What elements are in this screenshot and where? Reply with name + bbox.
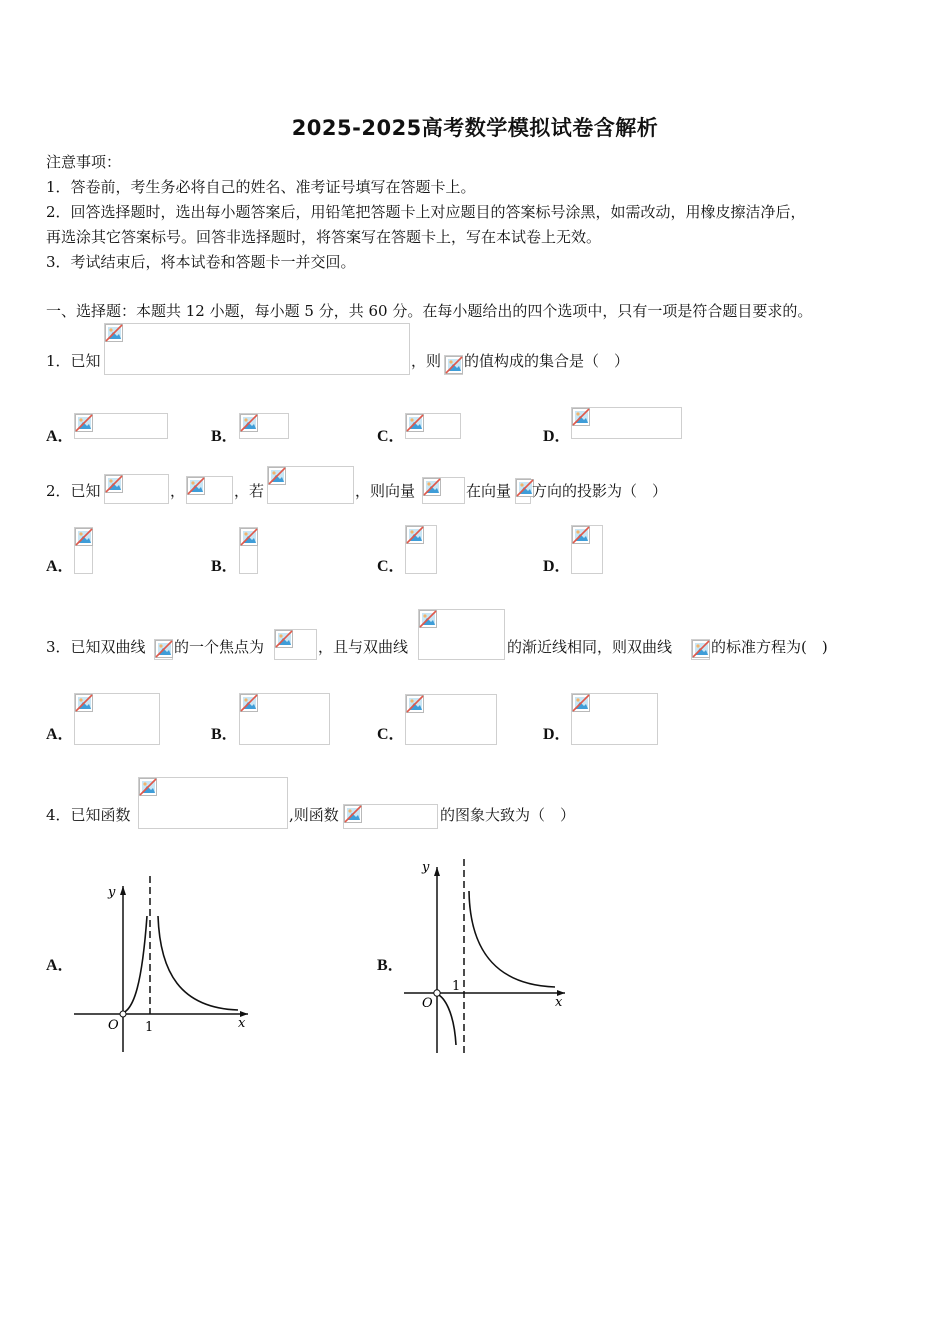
q3-option-d-label: D． bbox=[543, 726, 571, 743]
broken-image-icon bbox=[406, 526, 424, 544]
q1-text-mid: ，则 bbox=[411, 352, 442, 370]
q2-text-comma: ， bbox=[170, 482, 186, 500]
tick-label-1: 1 bbox=[145, 1020, 154, 1035]
q2-vector-image-1 bbox=[422, 477, 465, 504]
broken-image-icon bbox=[275, 630, 293, 648]
q4-option-b-graph bbox=[400, 855, 575, 1055]
q2-text-if: ，若 bbox=[234, 482, 265, 500]
q3-text-focus: 的一个焦点为 bbox=[174, 638, 265, 656]
origin-point bbox=[120, 1011, 126, 1017]
q1-option-a-label: A． bbox=[46, 428, 74, 445]
q3-option-b-label: B． bbox=[211, 726, 238, 743]
broken-image-icon bbox=[406, 414, 424, 432]
broken-image-icon bbox=[105, 324, 123, 342]
x-axis-label: x bbox=[555, 995, 563, 1010]
q3-text-same: ，且与双曲线 bbox=[318, 638, 409, 656]
q4-text-end: 的图象大致为（ ） bbox=[440, 806, 576, 824]
y-axis-arrow bbox=[434, 867, 440, 876]
q4-option-a-label: A． bbox=[46, 957, 74, 974]
broken-image-icon bbox=[406, 695, 424, 713]
q2-option-b-image bbox=[239, 527, 258, 574]
broken-image-icon bbox=[572, 694, 590, 712]
q2-vector-image-2 bbox=[515, 478, 531, 504]
q2-option-d-label: D． bbox=[543, 558, 571, 575]
q2-vector-b-image bbox=[186, 476, 233, 504]
q4-option-a-graph bbox=[70, 872, 255, 1057]
page-title: 2025-2025高考数学模拟试卷含解析 bbox=[291, 116, 659, 140]
q3-hyperbola-c-image bbox=[154, 639, 173, 660]
broken-image-icon bbox=[344, 805, 362, 823]
q4-text-start: 4．已知函数 bbox=[46, 806, 131, 824]
q2-condition-image bbox=[267, 466, 354, 504]
q1-option-a-image bbox=[74, 413, 168, 439]
origin-point bbox=[434, 990, 440, 996]
q4-text-mid: ,则函数 bbox=[289, 806, 339, 824]
q3-focus-image bbox=[274, 629, 317, 660]
q3-text-end: 的标准方程为( ) bbox=[711, 638, 828, 656]
q3-option-b-image bbox=[239, 693, 330, 745]
q2-option-a-label: A． bbox=[46, 558, 74, 575]
q2-text-on-vector: 在向量 bbox=[466, 482, 512, 500]
q2-vector-a-image bbox=[104, 474, 169, 504]
q3-option-c-image bbox=[405, 694, 497, 745]
q2-option-c-image bbox=[405, 525, 437, 574]
q3-text-asymptote: 的渐近线相同，则双曲线 bbox=[507, 638, 673, 656]
notice-item-1: 1．答卷前，考生务必将自己的姓名、准考证号填写在答题卡上。 bbox=[46, 178, 476, 196]
right-branch-curve bbox=[158, 916, 238, 1010]
notice-heading: 注意事项： bbox=[46, 153, 122, 171]
q1-text-start: 1．已知 bbox=[46, 352, 101, 370]
section-heading: 一、选择题：本题共 12 小题，每小题 5 分，共 60 分。在每小题给出的四个选项中，只有一项是符合题目要求的。 bbox=[46, 302, 813, 320]
broken-image-icon bbox=[268, 467, 286, 485]
q2-text-end: 方向的投影为（ ） bbox=[532, 482, 668, 500]
broken-image-icon bbox=[139, 778, 157, 796]
broken-image-icon bbox=[240, 694, 258, 712]
broken-image-icon bbox=[187, 477, 205, 495]
y-axis-label: y bbox=[108, 885, 116, 900]
q3-text-start: 3．已知双曲线 bbox=[46, 638, 146, 656]
q3-option-a-image bbox=[74, 693, 160, 745]
q1-option-b-label: B． bbox=[211, 428, 238, 445]
broken-image-icon bbox=[75, 414, 93, 432]
q2-option-a-image bbox=[74, 527, 93, 574]
q3-hyperbola-image bbox=[418, 609, 505, 660]
q4-function-image-2 bbox=[343, 804, 438, 829]
x-axis-label: x bbox=[238, 1016, 246, 1031]
left-branch-curve bbox=[437, 994, 456, 1045]
broken-image-icon bbox=[155, 640, 173, 658]
q3-option-a-label: A． bbox=[46, 726, 74, 743]
q3-hyperbola-c-image-2 bbox=[691, 639, 710, 660]
q1-text-end: 的值构成的集合是（ ） bbox=[464, 352, 630, 370]
q2-option-b-label: B． bbox=[211, 558, 238, 575]
left-branch-curve bbox=[123, 916, 147, 1013]
broken-image-icon bbox=[75, 694, 93, 712]
broken-image-icon bbox=[572, 408, 590, 426]
q1-option-b-image bbox=[239, 413, 289, 439]
q2-text-vector: ，则向量 bbox=[355, 482, 416, 500]
origin-label: O bbox=[422, 996, 433, 1011]
q1-formula-image bbox=[104, 323, 410, 375]
notice-item-2: 2．回答选择题时，选出每小题答案后，用铅笔把答题卡上对应题目的答案标号涂黑，如需改动，用橡皮擦洁净后， bbox=[46, 203, 806, 221]
broken-image-icon bbox=[240, 414, 258, 432]
right-branch-curve bbox=[469, 891, 555, 987]
q1-option-d-image bbox=[571, 407, 682, 439]
q1-option-c-label: C． bbox=[377, 428, 405, 445]
q1-option-c-image bbox=[405, 413, 461, 439]
notice-item-2-cont: 再选涂其它答案标号。回答非选择题时，将答案写在答题卡上，写在本试卷上无效。 bbox=[46, 228, 602, 246]
q2-text-start: 2．已知 bbox=[46, 482, 101, 500]
q2-option-d-image bbox=[571, 525, 603, 574]
q4-option-b-label: B． bbox=[377, 957, 404, 974]
q3-option-d-image bbox=[571, 693, 658, 745]
q2-option-c-label: C． bbox=[377, 558, 405, 575]
origin-label: O bbox=[108, 1018, 119, 1033]
q1-var-image bbox=[444, 355, 463, 375]
broken-image-icon bbox=[692, 640, 710, 658]
q3-option-c-label: C． bbox=[377, 726, 405, 743]
broken-image-icon bbox=[445, 356, 463, 374]
broken-image-icon bbox=[419, 610, 437, 628]
notice-item-3: 3．考试结束后，将本试卷和答题卡一并交回。 bbox=[46, 253, 356, 271]
tick-label-1: 1 bbox=[452, 979, 461, 994]
broken-image-icon bbox=[423, 478, 441, 496]
y-axis-label: y bbox=[422, 860, 430, 875]
y-axis-arrow bbox=[120, 886, 126, 895]
broken-image-icon bbox=[105, 475, 123, 493]
broken-image-icon bbox=[240, 528, 258, 546]
q1-option-d-label: D． bbox=[543, 428, 571, 445]
broken-image-icon bbox=[572, 526, 590, 544]
q4-function-image bbox=[138, 777, 288, 829]
broken-image-icon bbox=[75, 528, 93, 546]
